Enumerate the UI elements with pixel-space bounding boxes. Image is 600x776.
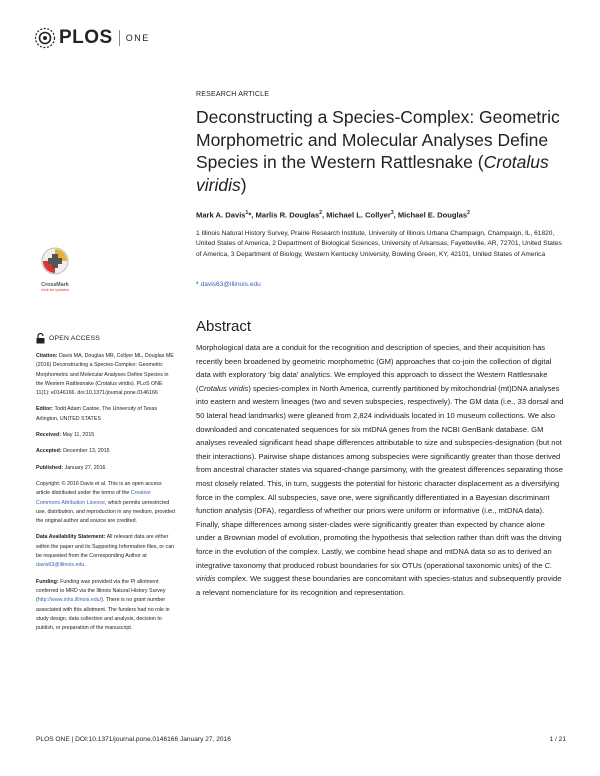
editor-block [36, 405, 176, 424]
affiliations: 1 Illinois Natural History Survey, Prairie Research Institute, University of Illinois Urbana Champaign, Champaign, IL, 61820, United States of America, 2 Department of Biological Sciences, University of Arkansas, Fayetteville, AR, 72701, United States of America, 3 Department of Biology, Western Kentucky University, Bowling Green, KY, 42101, United States of America [196, 230, 562, 258]
abstract-text-1: Morphological data are a conduit for the recognition and description of species, and their acquisition has recently been broadened by geometric morphometric (GM) approaches that co-join the collection of digital data with exploratory ‘big data’ analytics. We employed this approach to dissect the Western Rattlesnake ( [196, 343, 552, 393]
funding-text-end: ). There is no grant number associated with this allotment. The funders had no role in study design, data collection and analysis, decision to publish, or preparation of the manuscript. [36, 597, 170, 632]
open-lock-icon [36, 333, 45, 344]
title-end: ) [240, 174, 247, 195]
data-availability-label: Data Availability Statement: [36, 534, 106, 541]
title-main: Deconstructing a Species-Complex: Geometric Morphometric and Molecular Analyses Define Species in the Western Rattlesnake ( [196, 107, 560, 172]
corresponding-mark: * [196, 281, 199, 288]
abstract-species-2: C. viridis [196, 560, 553, 584]
author-name: Marlis R. Douglas [255, 210, 320, 220]
corresponding-mark: * [248, 210, 252, 220]
license-link[interactable]: Creative Commons Attribution License [36, 490, 151, 506]
open-access-label: OPEN ACCESS [49, 334, 100, 342]
data-email-link[interactable]: davis63@illinois.edu [36, 562, 85, 569]
data-availability-block [36, 533, 176, 570]
author-list: Mark A. Davis$^1$*, Marlis R. Douglas$^2$, Michael L. Collyer$^3$, Michael E. Douglas$^2$ [196, 210, 470, 220]
data-availability-text: All relevant data are either within the paper and its Supporting Information files, or can be requested from the Corresponding Author at [36, 534, 175, 560]
abstract-heading: Abstract [196, 318, 252, 335]
journal-subname: ONE [125, 33, 150, 43]
published-label: Published: [36, 464, 64, 471]
footer-citation: PLOS ONE | DOI:10.1371/journal.pone.0146166 January 27, 2016 [36, 736, 231, 743]
accepted-label: Accepted: [36, 448, 62, 455]
citation-block [36, 352, 176, 398]
page-footer [36, 736, 566, 743]
funding-block [36, 578, 176, 634]
abstract-body [196, 341, 566, 599]
author-affil: 2 [467, 210, 470, 216]
author-name: Michael L. Collyer [326, 210, 391, 220]
published-block [36, 464, 176, 473]
corresponding-email [196, 281, 261, 288]
abstract-species-1: Crotalus viridis [198, 383, 249, 393]
article-title [196, 106, 566, 196]
journal-logo [34, 27, 150, 49]
email-link[interactable]: davis63@illinois.edu [200, 281, 261, 288]
plos-emblem-icon [34, 27, 56, 49]
funding-label: Funding: [36, 578, 59, 585]
data-availability-end: . [84, 562, 86, 569]
funding-url-link[interactable]: http://www.inhs.illinois.edu/ [37, 597, 102, 604]
received-block [36, 431, 176, 440]
copyright-text-end: , which permits unrestricted use, distribution, and reproduction in any medium, provided the original author and source are credited. [36, 499, 175, 525]
title-species: Crotalus viridis [196, 152, 549, 195]
citation-label: Citation: [36, 353, 58, 359]
author-affil: 1 [245, 210, 249, 216]
accepted-date: December 13, 2015 [63, 448, 110, 455]
crossmark-icon [40, 246, 70, 276]
page-number: 1 / 21 [549, 736, 566, 743]
funding-text: Funding was provided via the PI allotment conferred to MRD via the Illinois Natural History Survey ( [36, 578, 166, 604]
article-type: RESEARCH ARTICLE [196, 91, 270, 98]
received-date: May 11, 2015 [62, 432, 95, 439]
copyright-text: Copyright: © 2016 Davis et al. This is an open access article distributed under the terms of the [36, 480, 162, 497]
copyright-block [36, 480, 176, 526]
published-date: January 27, 2016 [64, 464, 106, 471]
crossmark-badge[interactable] [35, 246, 75, 292]
abstract-text-3: complex. We suggest these boundaries are concomitant with species-status and subsequently provide a relevant nomenclature for its recognition and representation. [196, 574, 562, 597]
author-name: Mark A. Davis [196, 210, 246, 220]
open-access-badge [36, 333, 176, 344]
crossmark-sublabel: click for updates [41, 288, 69, 292]
article-metadata-sidebar [36, 333, 176, 640]
author-name: Michael E. Douglas [397, 210, 468, 220]
crossmark-label: CrossMark [41, 282, 69, 288]
citation-text: Davis MA, Douglas MR, Collyer ML, Douglas ME (2016) Deconstructing a Species-Complex: Geometric Morphometric and Molecular Analyses Define Species in the Western Rattlesnake (Crotalus viridis). PLoS ONE 11(1): e0146166. doi:10.1371/journal.pone.0146166 [36, 353, 174, 397]
logo-divider [119, 30, 120, 46]
editor-text: Todd Adam Castoe, The University of Texas Arlington, UNITED STATES [36, 406, 158, 422]
accepted-block [36, 447, 176, 456]
editor-label: Editor: [36, 406, 54, 413]
journal-name: PLOS [59, 27, 113, 48]
author-affil: 2 [319, 210, 323, 216]
author-affil: 3 [390, 210, 394, 216]
abstract-text-2: ) species-complex in North America, currently partitioned by mitochondrial (mt)DNA analyses into eastern and western lineages (two and seven subspecies, respectively). The GM data (i.e., 33 dorsal and 50 lateral head landmarks) were gleaned from 2,824 individuals located in 10 museum collections. We also downloaded and concatenated sequences for six mtDNA genes from the NCBI GenBank database. GM analyses revealed significant head shape differences attributable to size and subspecies-designation (but not their interactions). Pairwise shape distances among subspecies were significantly greater than those derived from ancestral character states via squared-change parsimony, with the greatest differences separating those most closely related. This, in turn, suggests the potential for historic character displacement as a diversifying force in the complex. All subspecies, save one, were significantly differentiated in a Bayesian discriminant function analysis (DFA), regardless of whether our priors were uniform or informative (i.e., mtDNA data). Finally, shape differences among sister-clades were significantly greater than expected by chance alone under a Brownian model of evolution, promoting the hypothesis that selection rather than drift was the driving force in the evolution of the complex. Lastly, we combine head shape and mtDNA data so as to derived an integrative taxonomy that produced robust boundaries for six OTUs (operational taxonomic units) of the [196, 383, 564, 570]
received-label: Received: [36, 432, 62, 439]
